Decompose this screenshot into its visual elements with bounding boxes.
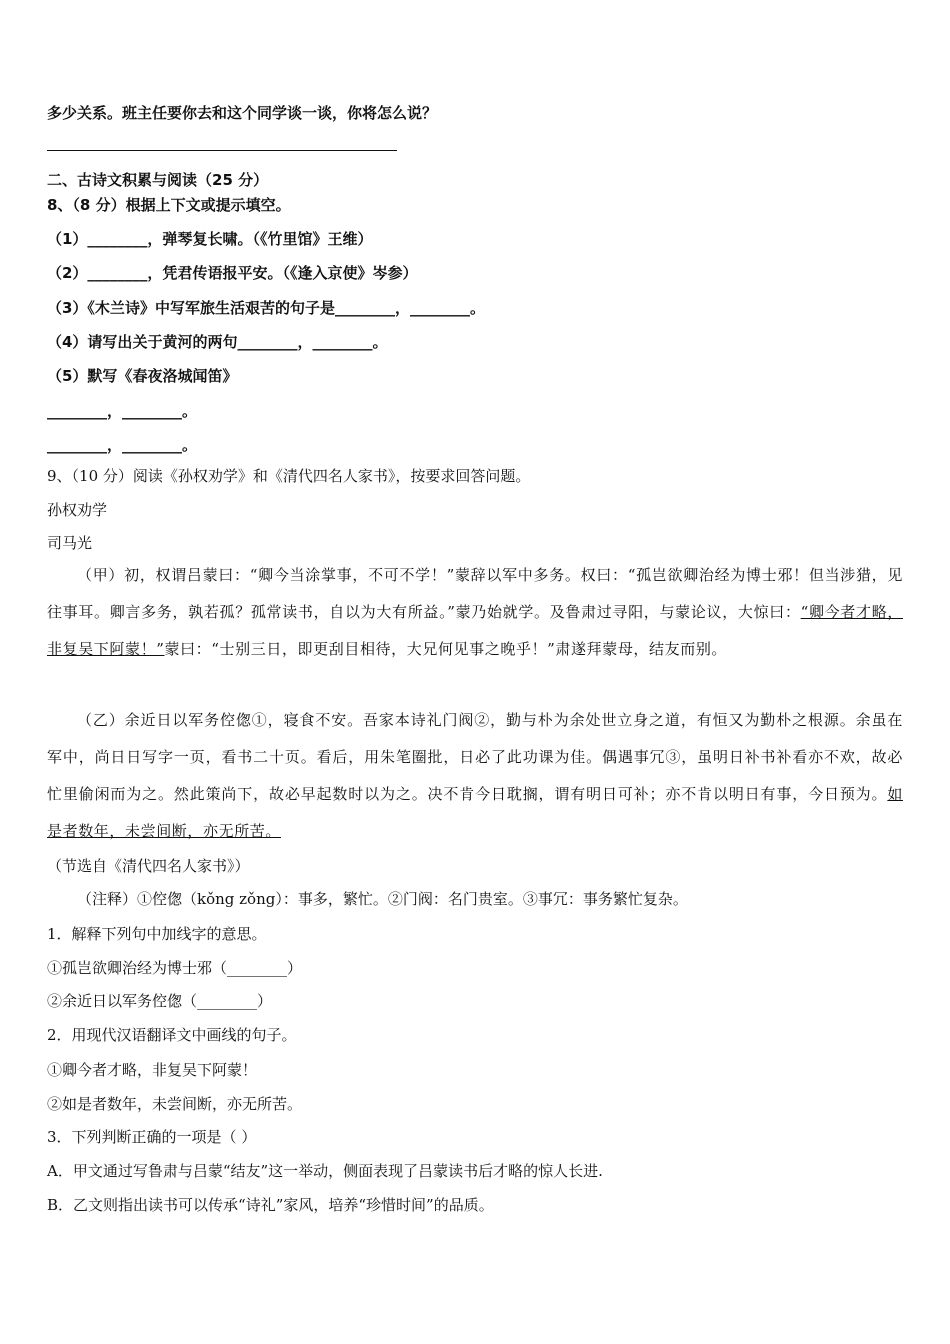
q8-item-2: （2）________，凭君传语报平安。（《逢入京使》岑参） (47, 264, 418, 282)
passage-b-text: （乙）余近日以军务倥偬①，寝食不安。吾家本诗礼门阀②，勤与朴为余处世立身之道，有恒又为勤朴之根源。余虽在军中，尚日日写字一页，看书二十页。看后，用朱笔圈批，日必了此功课为佳。偶遇事冗③，虽明日补书补看亦不欢，故必忙里偷闲而为之。然此策尚下，故必早起数时以为之。决不肯今日耽搁，谓有明日可补；亦不肯以明日有事，今日预为。 (47, 711, 903, 803)
sub-question-1-b: ②余近日以军务倥偬（________） (47, 992, 273, 1010)
sub-question-1: 1．解释下列句中加线字的意思。 (47, 925, 267, 943)
section-title: 二、古诗文积累与阅读（25 分） (47, 171, 269, 189)
passage-b (47, 702, 903, 850)
passage-a (47, 557, 903, 668)
q8-blank-line-1: ________，________。 (47, 402, 198, 420)
passage-source: （节选自《清代四名人家书》） (47, 857, 250, 875)
question-continuation: 多少关系。班主任要你去和这个同学谈一谈，你将怎么说？ (47, 104, 438, 122)
q8-item-3: （3）《木兰诗》中写军旅生活艰苦的句子是________，________。 (47, 299, 485, 317)
sub-question-2-a: ①卿今者才略，非复吴下阿蒙！ (47, 1061, 258, 1079)
q8-blank-line-2: ________，________。 (47, 436, 198, 454)
q9-header: 9、（10 分）阅读《孙权劝学》和《清代四名人家书》，按要求回答问题。 (47, 467, 531, 485)
sub-question-1-a: ①孤岂欲卿治经为博士邪（________） (47, 959, 303, 977)
answer-line (47, 150, 397, 151)
option-a: A．甲文通过写鲁肃与吕蒙“结友”这一举动，侧面表现了吕蒙读书后才略的惊人长进. (47, 1162, 603, 1180)
passage-a-text-2: 蒙曰：“士别三日，即更刮目相待，大兄何见事之晚乎！”肃遂拜蒙母，结友而别。 (164, 640, 728, 658)
passage-title: 孙权劝学 (47, 501, 108, 519)
option-b: B．乙文则指出读书可以传承“诗礼”家风，培养“珍惜时间”的品质。 (47, 1196, 494, 1214)
q8-item-5: （5）默写《春夜洛城闻笛》 (47, 367, 238, 385)
sub-question-2: 2．用现代汉语翻译文中画线的句子。 (47, 1026, 297, 1044)
q8-item-4: （4）请写出关于黄河的两句________，________。 (47, 333, 388, 351)
passage-note: （注释）①倥偬（kǒng zǒng）：事多，繁忙。②门阀：名门贵室。③事冗：事务繁忙复杂。 (77, 890, 688, 908)
passage-b-underlined: 如是者数年，未尝间断，亦无所苦。 (47, 785, 903, 840)
sub-question-2-b: ②如是者数年，未尝间断，亦无所苦。 (47, 1095, 303, 1113)
passage-a-text-1: （甲）初，权谓吕蒙曰：“卿今当涂掌事，不可不学！”蒙辞以军中多务。权曰：“孤岂欲卿治经为博士邪！但当涉猎，见往事耳。卿言多务，孰若孤？孤常读书，自以为大有所益。”蒙乃始就学。及鲁肃过寻阳，与蒙论议，大惊曰： (47, 566, 903, 621)
q8-header: 8、（8 分）根据上下文或提示填空。 (47, 196, 291, 214)
passage-author: 司马光 (47, 534, 93, 552)
q8-item-1: （1）________，弹琴复长啸。（《竹里馆》王维） (47, 230, 373, 248)
passage-a-underlined: “卿今者才略，非复吴下阿蒙！” (47, 603, 903, 658)
sub-question-3: 3．下列判断正确的一项是（ ） (47, 1128, 257, 1146)
